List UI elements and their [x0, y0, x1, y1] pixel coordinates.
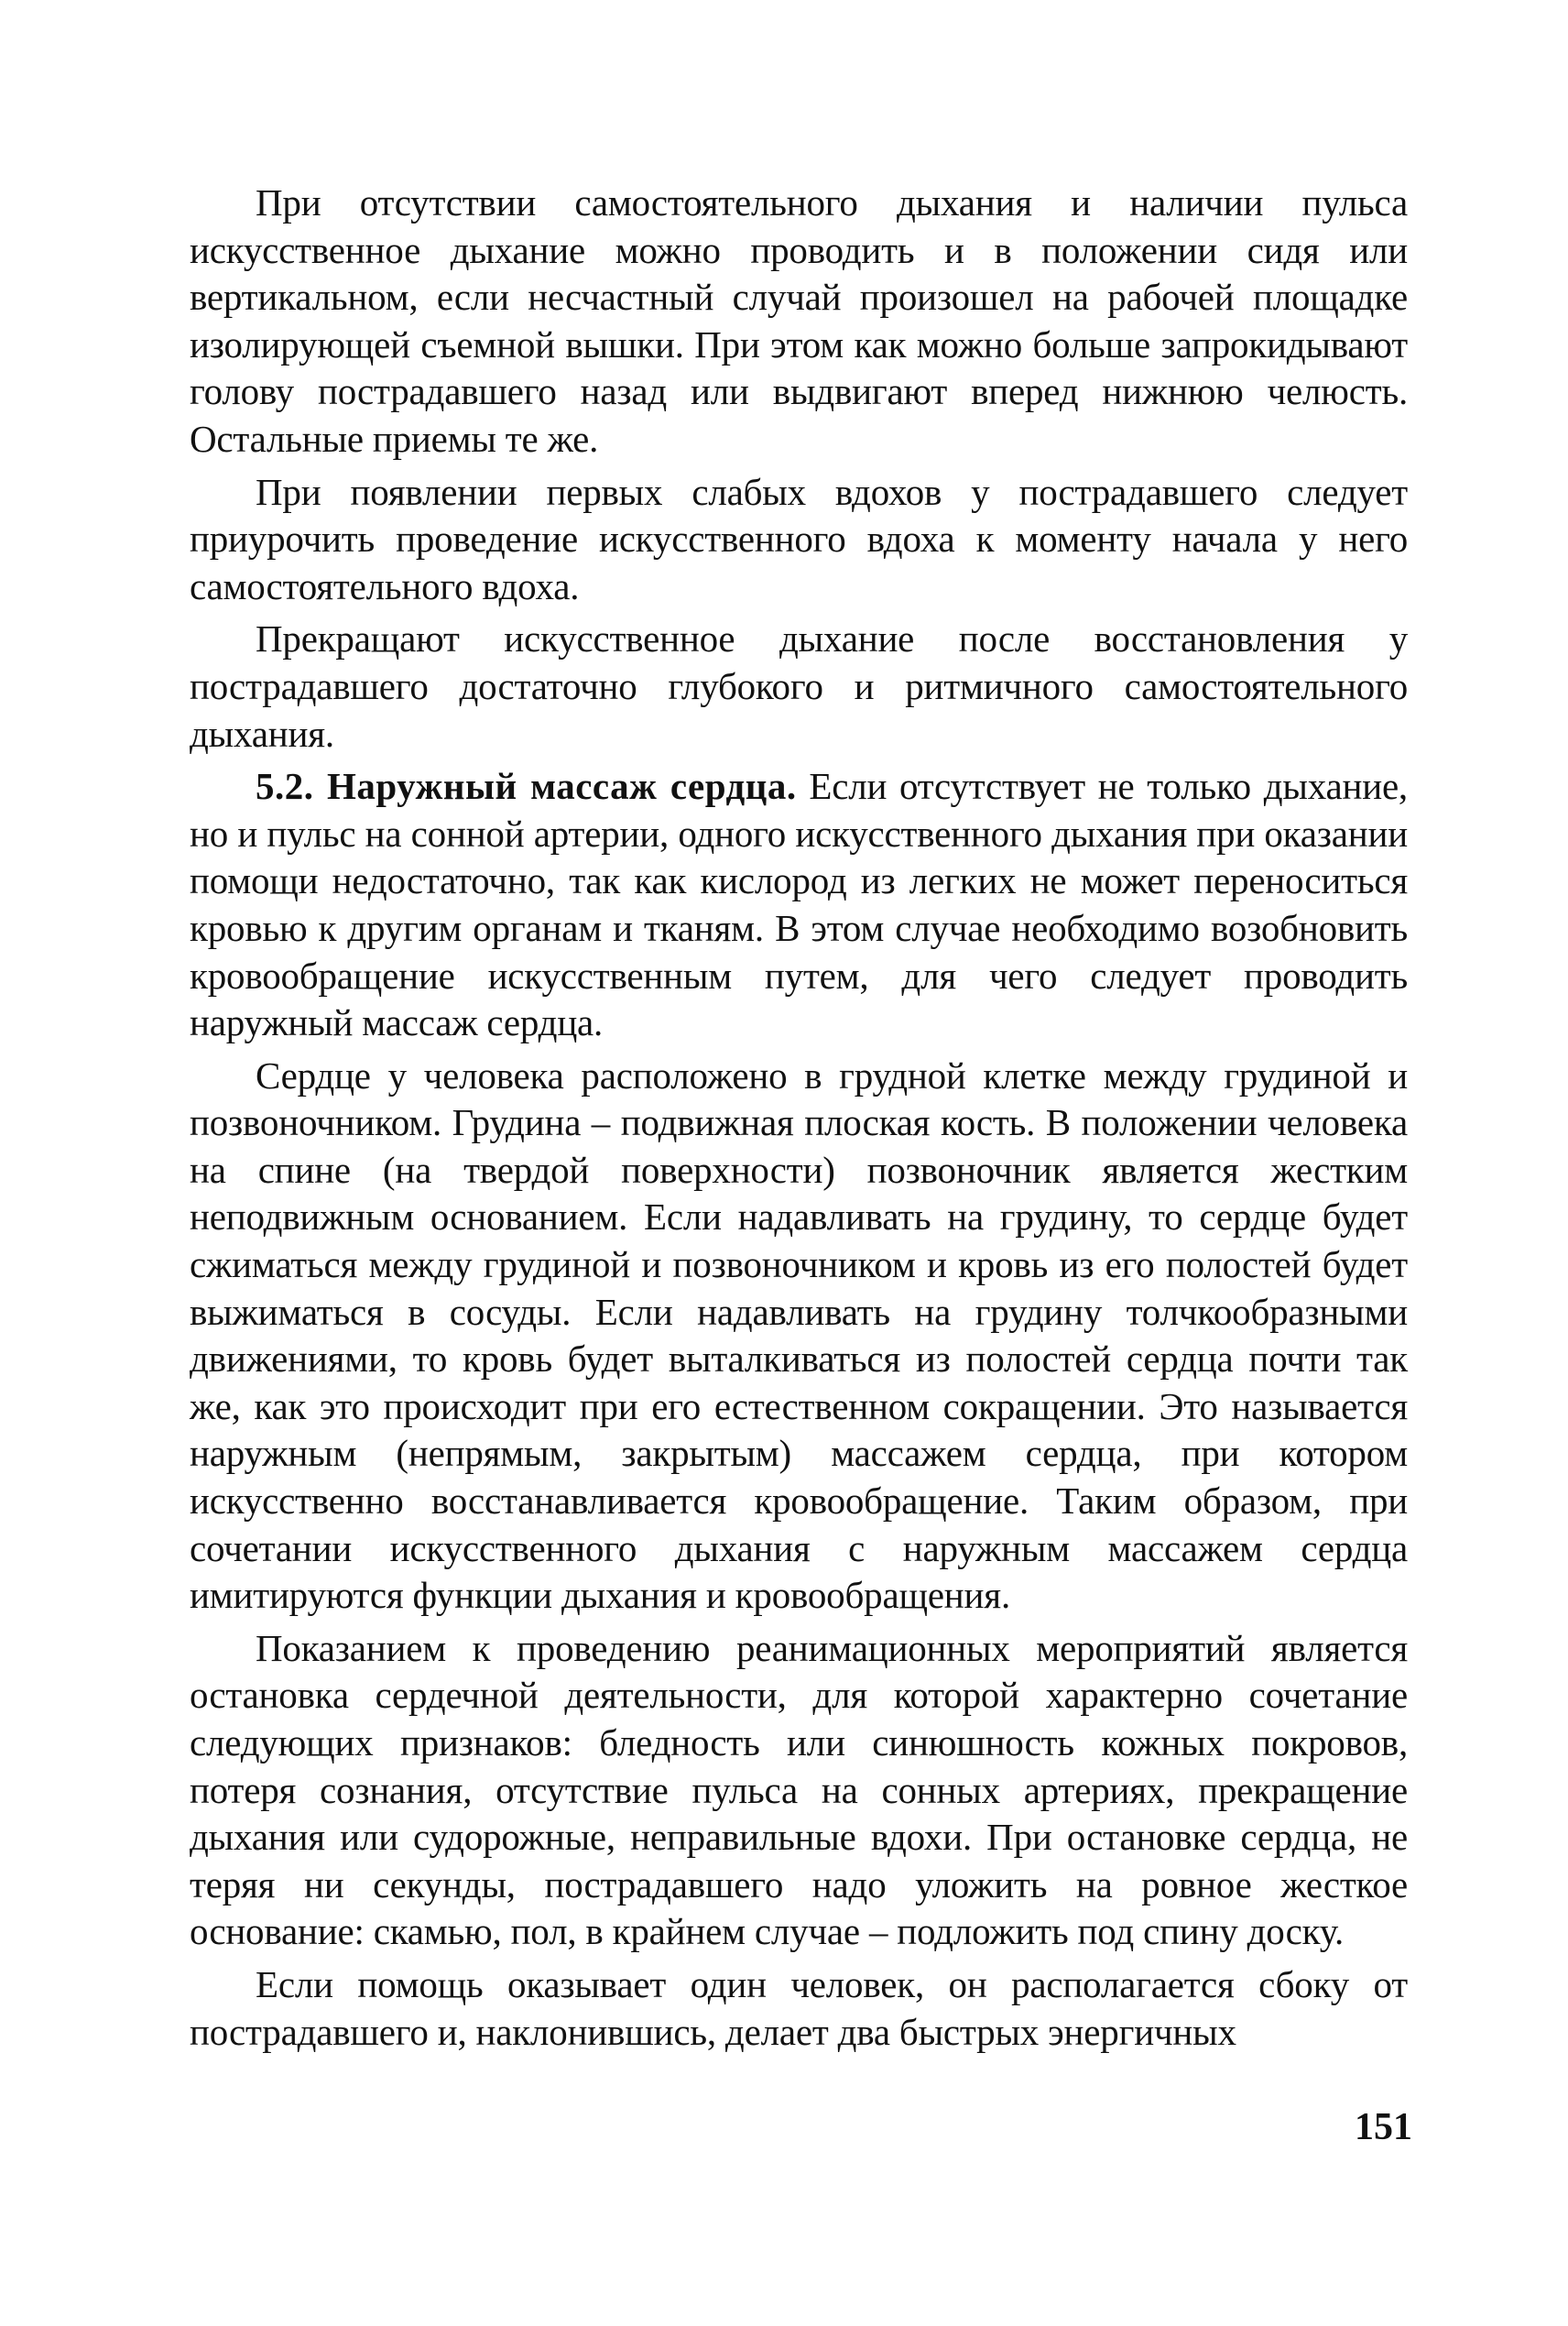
paragraph-6-text: Показанием к проведению реанимационных мероприятий является остановка сердечной деятельности, для которой характерно сочетание следующих признаков: бледность или синюшность кожных покровов, потеря сознания, отсутствие пульса на сонных артериях, прекращение дыхания или судорожные, неправильные вдохи. При остановке сердца, не теряя ни секунды, пострадавшего надо уложить на ровное жесткое основание: скамью, пол, в крайнем случае – подложить под спину доску. [190, 1626, 1408, 1953]
paragraph-4-text: Если отсутствует не только дыхание, но и пульс на сонной артерии, одного искусственного дыхания при оказании помощи недостаточно, так как кислород из легких не может переноситься кровью к другим органам и тканям. В этом случае необходимо возобновить кровообращение искусственным путем, для чего следует проводить наружный массаж сердца. [190, 765, 1408, 1044]
body-text [190, 180, 1408, 2061]
paragraph-2 [190, 469, 1408, 611]
paragraph-7 [190, 1961, 1408, 2056]
paragraph-6 [190, 1625, 1408, 1956]
paragraph-3 [190, 616, 1408, 758]
paragraph-1-text: При отсутствии самостоятельного дыхания и наличии пульса искусственное дыхание можно проводить и в положении сидя или вертикальном, если несчастный случай произошел на рабочей площадке изолирующей съемной вышки. При этом как можно больше запрокидывают голову пострадавшего назад или выдвигают вперед нижнюю челюсть. Остальные приемы те же. [190, 181, 1408, 460]
paragraph-5 [190, 1053, 1408, 1620]
paragraph-2-text: При появлении первых слабых вдохов у пострадавшего следует приурочить проведение искусственного вдоха к моменту начала у него самостоятельного вдоха. [190, 470, 1408, 607]
paragraph-5-text: Сердце у человека расположено в грудной клетке между грудиной и позвоночником. Грудина – подвижная плоская кость. В положении человека на спине (на твердой поверхности) позвоночник является жестким неподвижным основанием. Если надавливать на грудину, то сердце будет сжиматься между грудиной и позвоночником и кровь из его полостей будет выжиматься в сосуды. Если надавливать на грудину толчкообразными движениями, то кровь будет выталкиваться из полостей сердца почти так же, как это происходит при его естественном сокращении. Это называется наружным (непрямым, закрытым) массажем сердца, при котором искусственно восстанавливается кровообращение. Таким образом, при сочетании искусственного дыхания с наружным массажем сердца имитируются функции дыхания и кровообращения. [190, 1054, 1408, 1617]
paragraph-7-text: Если помощь оказывает один человек, он располагается сбоку от пострадавшего и, наклонившись, делает два быстрых энергичных [190, 1962, 1408, 2053]
paragraph-4 [190, 763, 1408, 1047]
paragraph-1 [190, 180, 1408, 464]
paragraph-3-text: Прекращают искусственное дыхание после восстановления у пострадавшего достаточно глубокого и ритмичного самостоятельного дыхания. [190, 617, 1408, 755]
page-number: 151 [1355, 2106, 1412, 2148]
section-heading: 5.2. Наружный массаж сердца. [256, 765, 797, 808]
